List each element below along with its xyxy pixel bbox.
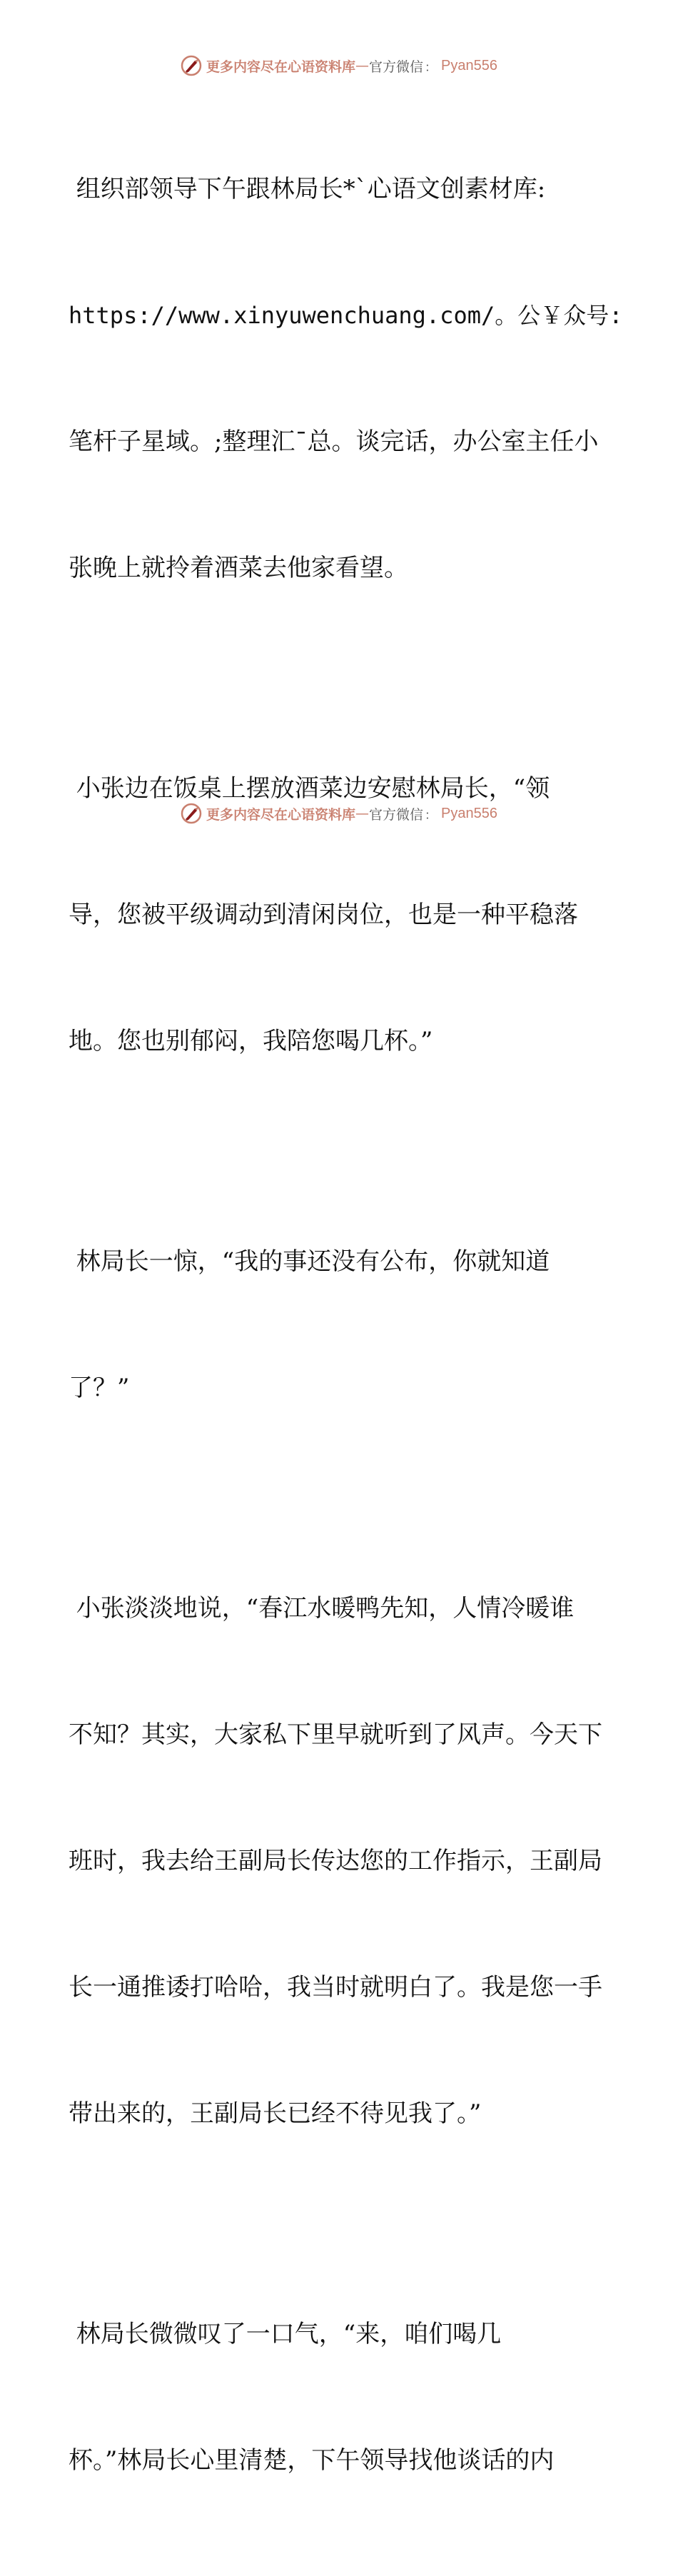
watermark-separator: —	[355, 806, 370, 821]
paragraph	[69, 84, 623, 674]
watermark-text: 更多内容尽在心语资料库	[206, 59, 356, 75]
watermark-colon: ：	[425, 808, 437, 823]
text-line: 林局长微微叹了一口气，“来，咱们喝几	[69, 2320, 502, 2348]
text-line: 张晚上就拎着酒菜去他家看望。	[69, 554, 408, 582]
text-line: 组织部领导下午跟林局长*`心语文创素材库:	[69, 175, 546, 203]
text-line: 笔杆子星域。;整理汇¯总。谈完话，办公室主任小	[69, 427, 599, 456]
document-body	[69, 84, 623, 2576]
text-line: 小张边在饭桌上摆放酒菜边安慰林局长，“领	[69, 774, 550, 803]
paragraph	[69, 1503, 611, 2219]
pen-nib-logo-icon	[181, 803, 202, 824]
text-line: 带出来的，王副局长已经不待见我了。”	[69, 2099, 482, 2128]
watermark-colon: ：	[425, 60, 437, 75]
text-line: 长一通推诿打哈哈，我当时就明白了。我是您一手	[69, 1973, 602, 2002]
paragraph	[69, 684, 611, 1147]
watermark-separator: —	[355, 58, 370, 73]
header-watermark	[0, 51, 678, 80]
watermark-label: 官方微信	[369, 59, 424, 75]
watermark-wechat-id: Pyan556	[441, 57, 497, 73]
footer-watermark	[0, 799, 678, 828]
paragraph	[69, 2229, 611, 2566]
text-line: 林局长一惊，“我的事还没有公布，你就知道	[69, 1247, 550, 1276]
text-line: 班时，我去给王副局长传达您的工作指示，王副局	[69, 1847, 602, 1875]
text-line: 导，您被平级调动到清闲岗位，也是一种平稳落	[69, 901, 578, 929]
watermark-text: 更多内容尽在心语资料库	[206, 806, 356, 823]
text-line-url: https://www.xinyuwenchuang.com/。公￥众号:	[69, 302, 623, 329]
text-line: 了？”	[69, 1374, 130, 1402]
watermark-wechat-id: Pyan556	[441, 805, 497, 821]
text-line: 小张淡淡地说，“春江水暖鸭先知，人情冷暖谁	[69, 1594, 575, 1623]
paragraph	[69, 1157, 611, 1494]
pen-nib-logo-icon	[181, 55, 202, 76]
text-line: 地。您也别郁闷，我陪您喝几杯。”	[69, 1027, 433, 1055]
watermark-label: 官方微信	[369, 806, 424, 823]
text-line: 杯。”林局长心里清楚，下午领导找他谈话的内	[69, 2446, 555, 2475]
text-line: 不知？其实，大家私下里早就听到了风声。今天下	[69, 1720, 602, 1749]
